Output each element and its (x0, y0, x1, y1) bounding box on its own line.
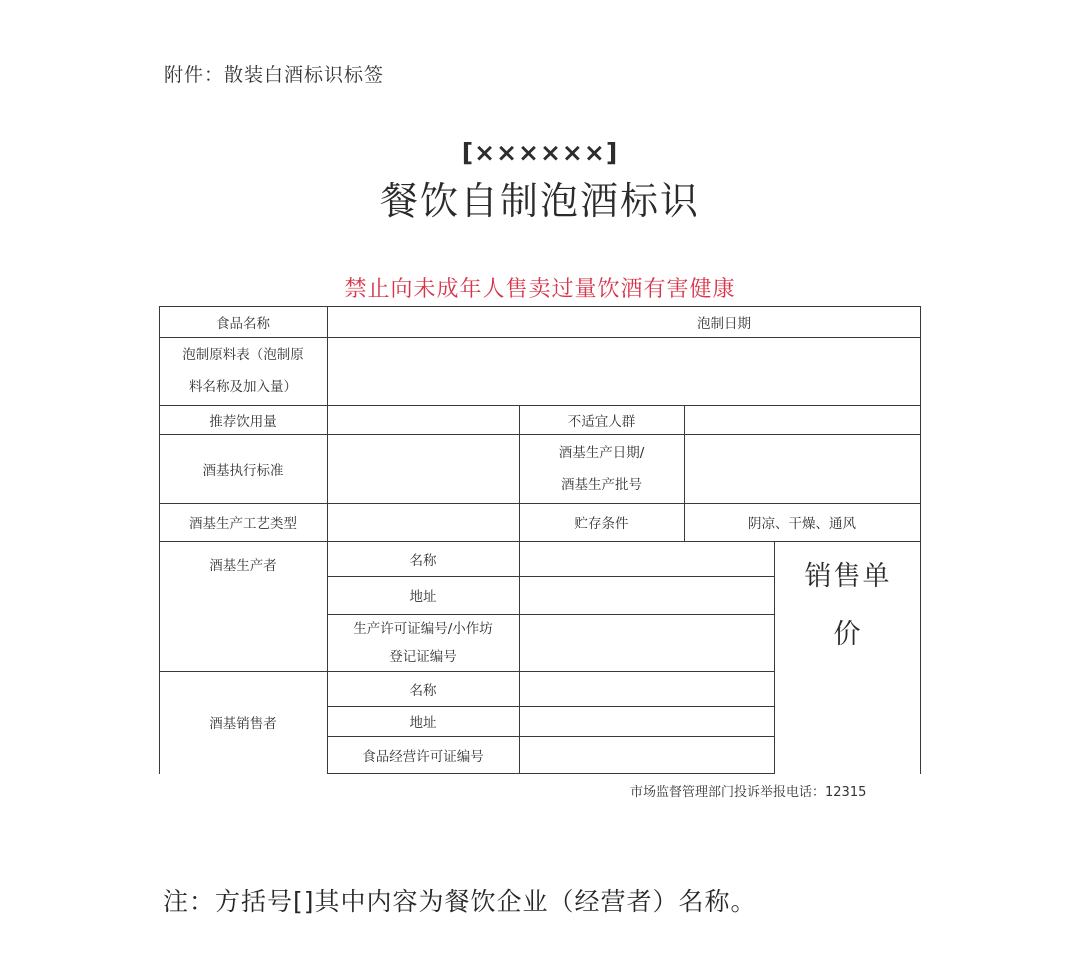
producer-name-label: 名称 (409, 552, 437, 569)
label-title: 餐饮自制泡酒标识 (379, 179, 700, 223)
complaint-hotline: 市场监督管理部门投诉举报电话：12315 (630, 785, 867, 800)
base-date-label-line1: 酒基生产日期/ (558, 444, 645, 461)
soak-date-label: 泡制日期 (697, 315, 751, 332)
base-process-label: 酒基生产工艺类型 (189, 516, 297, 532)
producer-address-label: 地址 (409, 589, 437, 605)
seller-name-label: 名称 (409, 682, 437, 699)
unit-price-label (776, 548, 920, 664)
health-warning: 禁止向未成年人售卖过量饮酒有害健康 (344, 277, 736, 302)
storage-value: 阴凉、干燥、通风 (748, 516, 856, 532)
ingredients-label-line1: 泡制原料表（泡制原 (182, 347, 304, 363)
recommended-dose-label: 推荐饮用量 (209, 413, 277, 430)
base-date-label-line2: 酒基生产批号 (561, 476, 642, 493)
seller-license-label: 食品经营许可证编号 (362, 748, 484, 765)
storage-label: 贮存条件 (574, 516, 629, 532)
enterprise-name-placeholder: [××××××] (461, 138, 619, 167)
producer-label: 酒基生产者 (209, 558, 277, 574)
footnote: 注：方括号[]其中内容为餐饮企业（经营者）名称。 (163, 887, 757, 916)
ingredients-label-line2: 料名称及加入量） (189, 379, 297, 395)
attachment-title: 附件：散装白酒标识标签 (164, 64, 385, 86)
seller-address-label: 地址 (409, 715, 437, 731)
base-date-label (519, 434, 684, 503)
base-standard-label: 酒基执行标准 (202, 462, 284, 479)
unit-price-label-line1: 销售单 (804, 561, 892, 592)
seller-label: 酒基销售者 (209, 716, 277, 732)
food-name-label: 食品名称 (216, 315, 270, 332)
table-line (519, 541, 520, 774)
table-line (327, 773, 774, 774)
unit-price-label-line2: 价 (833, 619, 863, 650)
producer-license-label-line2: 登记证编号 (389, 648, 457, 665)
producer-license-label-line1: 生产许可证编号/小作坊 (353, 620, 493, 637)
table-line (920, 306, 921, 774)
ingredients-label (159, 337, 327, 405)
unsuitable-people-label: 不适宜人群 (567, 413, 636, 430)
producer-license-label (327, 614, 519, 671)
